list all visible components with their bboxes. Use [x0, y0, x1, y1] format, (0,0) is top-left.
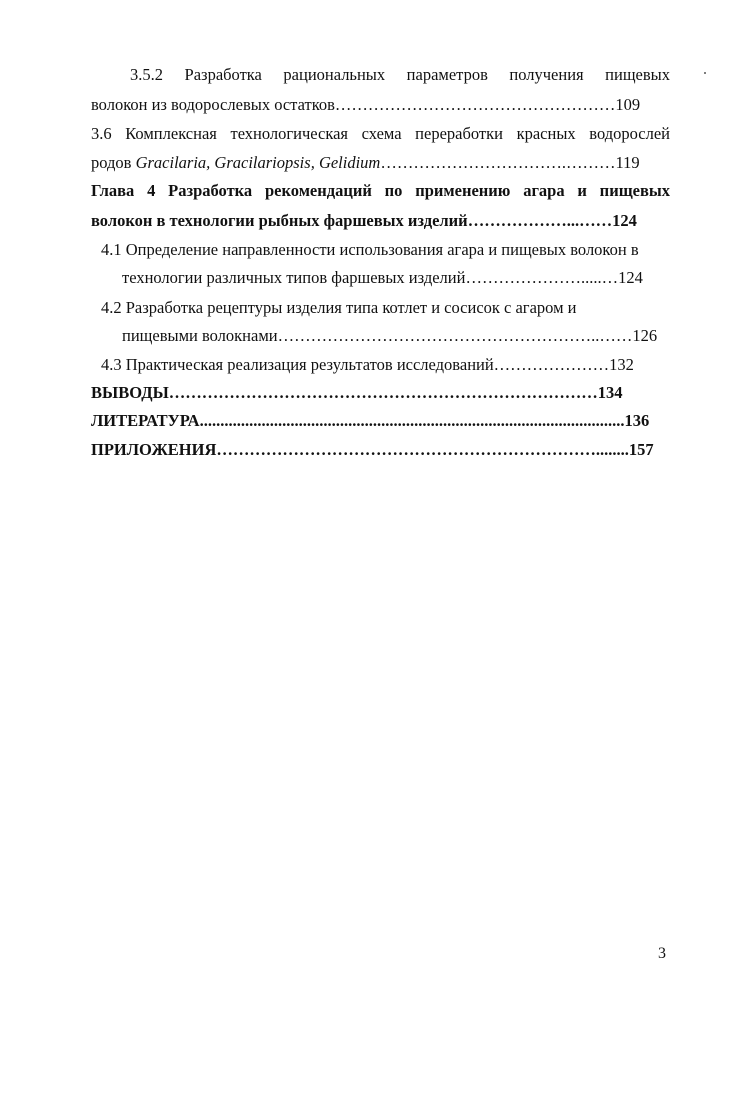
toc-appendices: ПРИЛОЖЕНИЯ……………………………………………………………........157	[91, 440, 654, 459]
toc-chapter-4-line-1: Глава 4 Разработка рекомендаций по применению агара и пищевых	[91, 181, 670, 200]
toc-literature: ЛИТЕРАТУРА.......................................................................................................136	[91, 411, 650, 430]
toc-entry-4-1-line-2: технологии различных типов фаршевых изделий………………….....…124	[122, 268, 643, 287]
toc-entry-4-2-line-1: 4.2 Разработка рецептуры изделия типа котлет и сосисок с агаром и	[101, 298, 577, 317]
toc-entry-3-5-2-line-2: волокон из водорослевых остатков……………………………………………109	[91, 95, 641, 114]
toc-entry-3-6-line-2	[91, 153, 671, 175]
toc-entry-3-6-suffix: …………………………….………119	[380, 153, 640, 172]
toc-entry-3-5-2-line-1: 3.5.2 Разработка рациональных параметров получения пищевых	[130, 65, 670, 84]
toc-chapter-4-line-2: волокон в технологии рыбных фаршевых изделий………………...……124	[91, 211, 637, 230]
scan-speck	[704, 72, 706, 74]
toc-entry-3-6-line-1: 3.6 Комплексная технологическая схема переработки красных водорослей	[91, 124, 670, 143]
page-number: 3	[658, 945, 666, 962]
toc-entry-4-1-line-1: 4.1 Определение направленности использования агара и пищевых волокон в	[101, 240, 639, 259]
toc-entry-3-6-prefix: родов	[91, 153, 136, 172]
toc-entry-4-3: 4.3 Практическая реализация результатов исследований…………………132	[101, 355, 634, 374]
toc-conclusions: ВЫВОДЫ……………………………………………………………………134	[91, 383, 623, 402]
toc-entry-3-6-genera: Gracilaria, Gracilariopsis, Gelidium	[135, 153, 381, 172]
toc-entry-4-2-line-2: пищевыми волокнами…………………………………………………..……126	[122, 326, 658, 345]
